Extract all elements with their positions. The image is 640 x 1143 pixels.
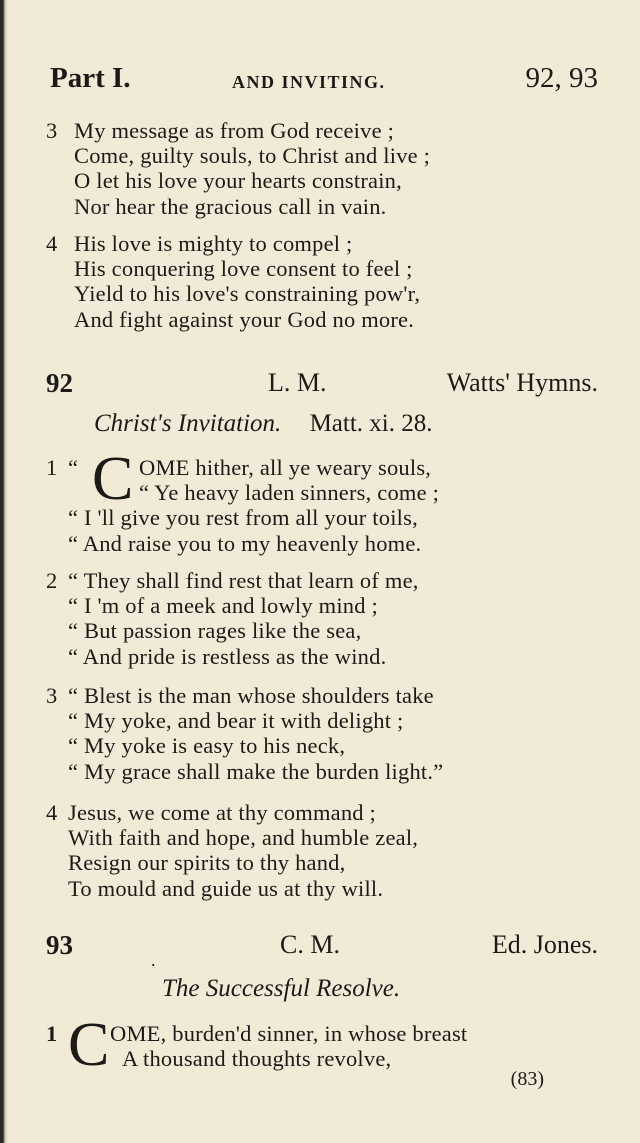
hymn-author: Ed. Jones. [491,930,598,959]
hymn-meter: C. M. [280,930,340,959]
hymn-93-subtitle [162,975,400,1003]
hymn-93-heading [46,930,598,964]
stanza-line: With faith and hope, and humble zeal, [68,825,419,851]
stanza-number: 2 [46,568,58,593]
stanza-line: A thousand thoughts revolve, [122,1046,392,1072]
stanza-line: 3 My message as from God receive ; [46,118,395,143]
scripture-reference: Matt. xi. 28. [309,410,433,437]
stanza-line: “ My grace shall make the burden light.” [68,758,444,784]
stanza-number: 3 [46,683,58,708]
stanza-line: “ I 'm of a meek and lowly mind ; [68,593,378,619]
hymn-title: The Successful Resolve. [162,975,401,1002]
running-header [50,62,598,102]
hymn-author: Watts' Hymns. [446,368,598,397]
stanza-line: Come, guilty souls, to Christ and live ; [74,143,431,169]
stanza-line: “ And pride is restless as the wind. [68,643,387,669]
drop-cap: C [68,1011,110,1079]
stanza-line: 3 “ Blest is the man whose shoulders take [46,683,434,708]
hymn-92-stanza-3 [46,683,606,784]
prev-hymn-stanza-4 [46,231,606,332]
stanza-number: 1 [46,455,58,480]
stanza-line: “ But passion rages like the sea, [68,618,362,644]
header-hymn-numbers: 92, 93 [525,62,598,94]
stanza-number: 4 [46,231,58,256]
opening-quote: “ [68,455,79,480]
stanza-line: OME, burden'd sinner, in whose breast [110,1021,468,1046]
stanza-line: OME hither, all ye weary souls, [139,455,432,480]
page-number: (83) [510,1068,544,1090]
stanza-line: “ My yoke, and bear it with delight ; [68,708,404,734]
hymn-number: 93 [46,930,73,960]
stanza-line: Yield to his love's constraining pow'r, [74,281,421,307]
hymn-92-stanza-1 [46,445,606,556]
hymn-number: 92 [46,368,73,398]
stanza-line: “ I 'll give you rest from all your toils, [68,505,418,531]
hymn-meter: L. M. [268,368,327,397]
stanza-number: 4 [46,800,58,825]
stray-mark: . [151,950,156,970]
hymn-92-heading [46,368,598,402]
prev-hymn-stanza-3 [46,118,606,219]
stanza-number: 3 [46,118,58,143]
stanza-number: 1 [46,1021,58,1046]
stanza-line: “ Ye heavy laden sinners, come ; [139,480,440,506]
hymn-92-subtitle [94,410,432,438]
stanza-line: 4 His love is mighty to compel ; [46,231,353,256]
stanza-line: To mould and guide us at thy will. [68,875,384,901]
header-part: Part I. [50,62,131,94]
drop-cap: C [92,445,134,513]
stanza-line: O let his love your hearts constrain, [74,168,402,194]
stanza-line: 2 “ They shall find rest that learn of me, [46,568,419,593]
stanza-line: “ And raise you to my heavenly home. [68,530,422,556]
stanza-line: His conquering love consent to feel ; [74,256,413,282]
header-section-title: AND INVITING. [232,72,386,92]
hymn-92-stanza-2 [46,568,606,669]
stanza-line: Nor hear the gracious call in vain. [74,193,387,219]
stanza-line: “ My yoke is easy to his neck, [68,733,346,759]
hymn-92-stanza-4 [46,800,606,901]
stanza-line: And fight against your God no more. [74,306,415,332]
hymn-title: Christ's Invitation. [94,410,282,437]
stanza-line: 4 Jesus, we come at thy command ; [46,800,377,825]
stanza-line: Resign our spirits to thy hand, [68,850,346,876]
